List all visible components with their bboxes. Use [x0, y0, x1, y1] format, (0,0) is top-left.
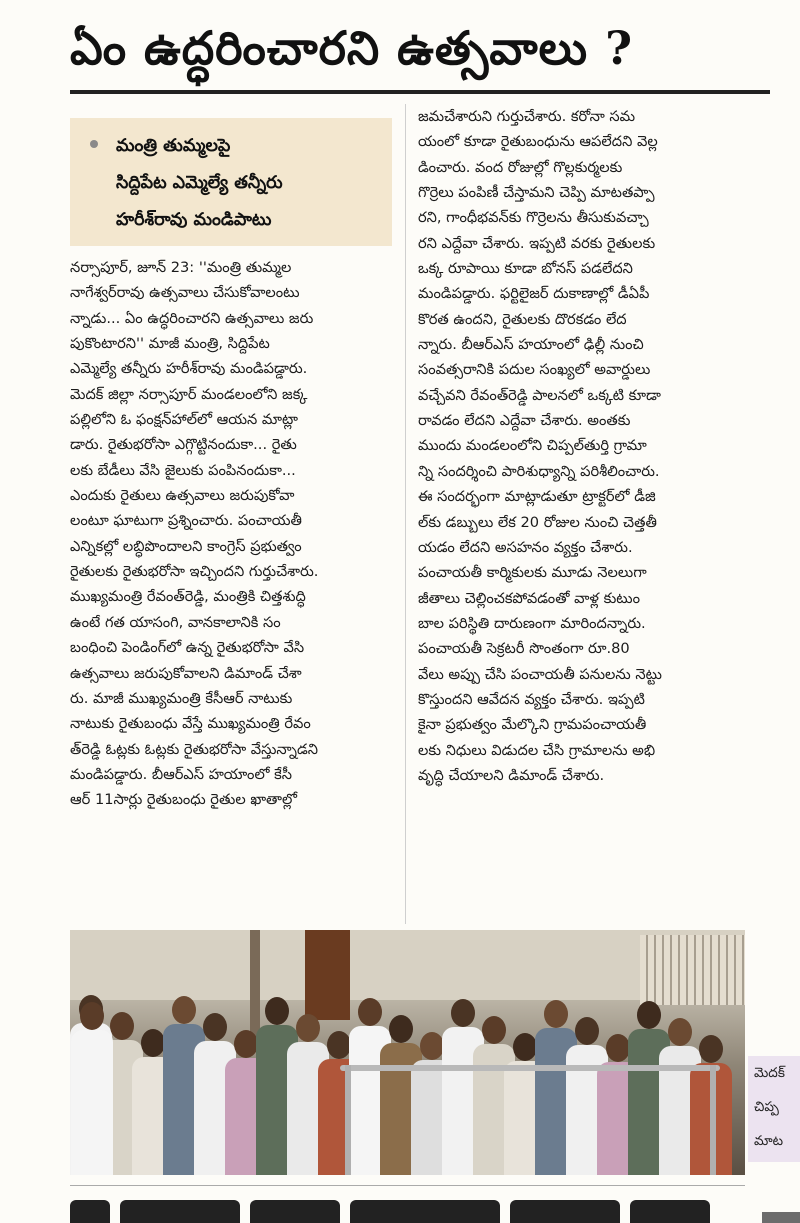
caption-line: మాట	[754, 1133, 784, 1149]
photo-railing-post	[345, 1065, 351, 1175]
photo-person-head	[482, 1016, 506, 1044]
summary-box	[70, 118, 392, 246]
article-line: ఉత్సవాలు జరుపుకోవాలని డిమాండ్ చేశా	[70, 664, 302, 682]
article-line: ముఖ్యమంత్రి రేవంత్‌రెడ్డి, మంత్రికి చిత్తశుద్ధి	[70, 588, 306, 606]
article-line: జమచేశారుని గుర్తుచేశారు. కరోనా సమ	[418, 108, 636, 125]
article-line: నాటుకు రైతుబంధు వేస్తే ముఖ్యమంత్రి రేవం	[70, 715, 311, 733]
bottom-rule	[70, 1185, 745, 1186]
article-line: ఎన్నికల్లో లబ్ధిపొందాలని కాంగ్రెస్ ప్రభుత్వం	[70, 537, 302, 555]
photo-person-head	[451, 999, 475, 1027]
news-photo	[70, 930, 745, 1175]
article-line: న్ని సందర్శించి పారిశుధ్యాన్ని పరిశీలించారు.	[418, 462, 660, 480]
article-line: మండిపడ్డారు. బీఆర్‌ఎస్ హయాంలో కేసీ	[70, 765, 292, 783]
article-line: కొరత ఉందని, రైతులకు దొరకడం లేద	[418, 310, 627, 328]
photo-person-head	[80, 1002, 104, 1030]
article-line: పుకొంటారని'' మాజీ మంత్రి, సిద్దిపేట	[70, 335, 270, 353]
article-line: బంధించి పెండింగ్‌లో ఉన్న రైతుభరోసా వేసి	[70, 639, 305, 657]
photo-person-head	[141, 1029, 165, 1057]
article-line: రని ఎద్దేవా చేశారు. ఇప్పటి వరకు రైతులకు	[418, 234, 656, 252]
photo-person-head	[513, 1033, 537, 1061]
photo-person-head	[327, 1031, 351, 1059]
column-divider	[405, 104, 406, 924]
article-line: మండిపడ్డారు. ఫర్టిలైజర్ దుకాణాల్లో డీఏపీ	[418, 285, 650, 303]
article-line: వేలు అప్పు చేసి పంచాయతీ పనులను నెట్టు	[418, 665, 662, 683]
photo-person-head	[265, 997, 289, 1025]
summary-line: హరీశ్‌రావు మండిపాటు	[116, 210, 272, 230]
photo-person-head	[110, 1012, 134, 1040]
article-line: బాల పరిస్థితి దారుణంగా మారిందన్నారు.	[418, 614, 646, 632]
photo-person-head	[699, 1035, 723, 1063]
article-line: పంచాయతీ కార్మికులకు మూడు నెలలుగా	[418, 564, 647, 582]
article-line: ఒక్క రూపాయి కూడా బోనస్ పడలేదని	[418, 260, 633, 278]
photo-person-head	[544, 1000, 568, 1028]
summary-lines	[116, 128, 382, 239]
article-line: వచ్చేవని రేవంత్‌రెడ్డి పాలనలో ఒక్కటి కూడా	[418, 386, 661, 404]
article-line: కొస్తుందని ఆవేదన వ్యక్తం చేశారు. ఇప్పటి	[418, 690, 645, 708]
article-line: సంవత్సరానికి పదుల సంఖ్యలో అవార్డులు	[418, 361, 651, 379]
article-line: నాగేశ్వర్‌రావు ఉత్సవాలు చేసుకోవాలంటు	[70, 284, 300, 302]
article-line: జీతాలు చెల్లించకపోవడంతో వాళ్ల కుటుం	[418, 589, 640, 607]
photo-person-head	[203, 1013, 227, 1041]
edge-photo-fragment	[762, 1212, 800, 1223]
article-line: డించారు. వంద రోజుల్లో గొల్లకుర్మలకు	[418, 158, 623, 176]
photo-railing-post	[710, 1065, 716, 1175]
photo-person-head	[668, 1018, 692, 1046]
summary-line: మంత్రి తుమ్మలపై	[116, 136, 231, 156]
article-line: ఎమ్మెల్యే తన్నీరు హరీశ్‌రావు మండిపడ్డారు.	[70, 360, 308, 378]
article-line: రావడం లేదని ఎద్దేవా చేశారు. అంతకు	[418, 412, 631, 430]
headline: ఏం ఉద్ధరించారని ఉత్సవాలు ?	[70, 21, 634, 75]
photo-person	[71, 1030, 113, 1175]
photo-person-head	[637, 1001, 661, 1029]
article-line: రని, గాంధీభవన్‌కు గొర్రెలను తీసుకువచ్చా	[418, 209, 649, 227]
summary-line: సిద్దిపేట ఎమ్మెల్యే తన్నీరు	[116, 173, 283, 193]
article-line: ల్‌కు డబ్బులు లేక 20 రోజుల నుంచి చెత్తతీ	[418, 513, 657, 531]
photo-railing	[340, 1065, 720, 1071]
photo-person-head	[296, 1014, 320, 1042]
article-line: ఉంటే గత యాసంగి, వానకాలానికి సం	[70, 613, 281, 631]
photo-person-head	[575, 1017, 599, 1045]
article-line: లకు బేడీలు వేసి జైలుకు పంపినందుకా...	[70, 461, 296, 479]
photo-caption	[748, 1056, 800, 1162]
photo-person-head	[234, 1030, 258, 1058]
article-line: రు. మాజీ ముఖ్యమంత్రి కేసీఆర్ నాటుకు	[70, 689, 293, 707]
article-line: న్నాడు... ఏం ఉద్ధరించారని ఉత్సవాలు జరు	[70, 309, 314, 327]
article-line: లకు నిధులు విడుదల చేసి గ్రామాలను అభి	[418, 741, 656, 759]
article-right-column	[418, 104, 748, 788]
bullet-icon	[90, 140, 98, 148]
photo-crowd	[70, 985, 745, 1175]
article-line: ముందు మండలంలోని చిప్పల్‌తుర్తి గ్రామా	[418, 437, 647, 455]
article-line: ఈ సందర్భంగా మాట్లాడుతూ ట్రాక్టర్‌లో డీజి	[418, 488, 656, 506]
article-line: యంలో కూడా రైతుబంధును ఆపలేదని వెల్ల	[418, 133, 658, 151]
article-line: నర్సాపూర్, జూన్ 23: ''మంత్రి తుమ్మల	[70, 259, 292, 276]
article-line: రైతులకు రైతుభరోసా ఇచ్చిందని గుర్తుచేశారు.	[70, 563, 319, 581]
article-line: డారు. రైతుభరోసా ఎగ్గొట్టినందుకా... రైతు	[70, 436, 297, 454]
article-line: గొర్రెలు పంపిణీ చేస్తామని చెప్పి మాటతప్పా	[418, 184, 655, 202]
next-headline-fragment	[70, 1200, 730, 1223]
photo-person-head	[172, 996, 196, 1024]
article-line: యడం లేదని అసహనం వ్యక్తం చేశారు.	[418, 538, 633, 556]
article-line: ఆర్ 11సార్లు రైతుబంధు రైతుల ఖాతాల్లో	[70, 791, 298, 809]
photo-person-head	[606, 1034, 630, 1062]
caption-line: చిప్ప	[754, 1099, 779, 1115]
photo-person-head	[420, 1032, 444, 1060]
article-line: పంచాయతీ సెక్రటరీ సొంతంగా రూ.80	[418, 640, 630, 658]
article-line: పల్లిలోని ఓ ఫంక్షన్‌హాల్‌లో ఆయన మాట్లా	[70, 411, 299, 429]
article-line: మెదక్ జిల్లా నర్సాపూర్ మండలంలోని జక్క	[70, 385, 308, 403]
photo-person-head	[358, 998, 382, 1026]
photo-person-head	[389, 1015, 413, 1043]
article-line: ఎందుకు రైతులు ఉత్సవాలు జరుపుకోవా	[70, 487, 295, 505]
headline-rule	[70, 90, 770, 94]
article-line: లంటూ ఘాటుగా ప్రశ్నించారు. పంచాయతీ	[70, 512, 302, 530]
article-line: న్నారు. బీఆర్‌ఎస్ హయాంలో ఢిల్లీ నుంచి	[418, 336, 644, 354]
article-line: త్‌రెడ్డి ఓట్లకు ఓట్లకు రైతుభరోసా వేస్తున్నాడని	[70, 740, 318, 758]
article-line: వృద్ధి చేయాలని డిమాండ్ చేశారు.	[418, 766, 605, 784]
article-line: కైనా ప్రభుత్వం మేల్కొని గ్రామపంచాయతీ	[418, 716, 647, 734]
caption-line: మెదక్	[754, 1065, 785, 1081]
article-left-column	[70, 255, 392, 813]
